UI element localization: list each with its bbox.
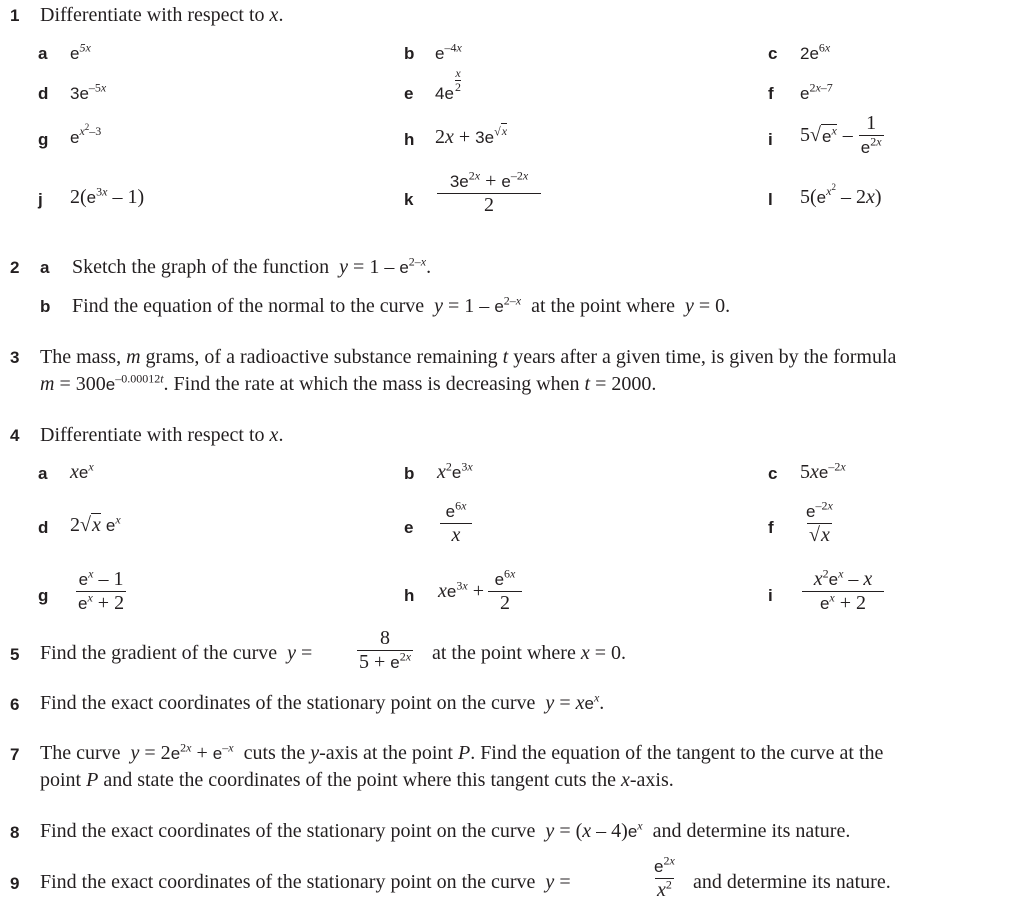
expression: $3e^{-5x}$ — [70, 80, 107, 103]
expression: $xe^{3x}$ + $\frac{e^{6x}}{2}$ — [438, 568, 522, 615]
question-text: Find the exact coordinates of the stationary point on the curve $y = (x - 4)e^x$ and determine its nature. — [40, 818, 851, 842]
question-text: The curve $y = 2e^{2x} + e^{-x}$ cuts the y-axis at the point P. Find the equation of the tangent to the curve at the — [40, 740, 884, 764]
expression: $e^{x^2-3}$ — [70, 122, 102, 147]
question-text: Sketch the graph of the function $y = 1 - e^{2-x}$. — [72, 254, 432, 278]
expression: $\frac{e^{6x}}{x}$ — [440, 500, 472, 547]
expression: $e^{5x}$ — [70, 40, 91, 63]
part-label: h — [404, 130, 415, 149]
expression: $5xe^{-2x}$ — [800, 459, 846, 483]
part-label: a — [38, 44, 48, 63]
question-text: $m = 300e^{-0.00012t}$. Find the rate at which the mass is decreasing when t = 2000. — [40, 371, 657, 395]
part-label: e — [404, 518, 414, 537]
question-number: 6 — [10, 695, 20, 714]
expression: 2√x $e^x$ — [70, 512, 121, 536]
part-label: d — [38, 84, 49, 103]
expression: $2e^{6x}$ — [800, 40, 831, 63]
expression: $5(e^{x^2} - 2x)$ — [800, 182, 882, 208]
question-text: Find the exact coordinates of the stationary point on the curve $y = xe^x$. — [40, 690, 605, 714]
expression: $e^{2x-7}$ — [800, 80, 833, 103]
part-label: k — [404, 190, 414, 209]
expression: $x^2e^{3x}$ — [437, 459, 473, 483]
question-text: and determine its nature. — [693, 871, 891, 893]
expression: 5√ $e^x$ – $\frac{1}{e^{2x}}$ — [800, 112, 882, 157]
expression: $xe^x$ — [70, 459, 94, 483]
part-label: i — [768, 586, 773, 605]
part-label: b — [404, 44, 415, 63]
part-label: l — [768, 190, 773, 209]
part-label: d — [38, 518, 49, 537]
part-label: a — [40, 258, 50, 277]
part-label: i — [768, 130, 773, 149]
question-number: 9 — [10, 874, 20, 893]
text: Find the exact coordinates of the stationary point on the curve — [40, 871, 536, 893]
text: The curve — [40, 742, 121, 764]
question-number: 1 — [10, 6, 20, 25]
question-text: The mass, m grams, of a radioactive substance remaining t years after a given time, is given by the formula — [40, 346, 897, 368]
part-label: e — [404, 84, 414, 103]
text: Find the equation of the normal to the curve — [72, 295, 425, 317]
question-text: Find the equation of the normal to the curve $y = 1 - e^{2-x}$ at the point where y = 0. — [72, 293, 731, 317]
question-text: Find the exact coordinates of the stationary point on the curve y = — [40, 871, 571, 893]
exponent-fraction: x 2 — [455, 66, 461, 94]
part-label: a — [38, 464, 48, 483]
expression: $\frac{e^{-2x}}{√x}$ — [806, 498, 833, 546]
expression: $\frac{e^x - 1}{e^x + 2}$ — [78, 566, 125, 614]
question-text: at the point where x = 0. — [432, 642, 627, 664]
question-text: Differentiate with respect to x. — [40, 424, 284, 446]
question-number: 2 — [10, 258, 20, 277]
question-text: Find the gradient of the curve y = — [40, 642, 313, 664]
part-label: b — [404, 464, 415, 483]
text: at the point where — [531, 295, 675, 317]
part-label: b — [40, 297, 51, 316]
question-number: 7 — [10, 745, 20, 764]
expression: $\frac{x^2e^x - x}{e^x + 2}$ — [802, 568, 884, 615]
part-label: c — [768, 464, 778, 483]
question-text: point P and state the coordinates of the point where this tangent cuts the x-axis. — [40, 769, 674, 791]
expression: $\frac{8}{5 + e^{2x}}$ — [359, 627, 412, 673]
expression: $2x + 3e^{√x}$ — [435, 124, 508, 148]
text: Find the exact coordinates of the stationary point on the curve — [40, 820, 536, 842]
question-number: 3 — [10, 348, 20, 367]
part-label: g — [38, 586, 49, 605]
part-label: f — [768, 84, 774, 103]
part-label: h — [404, 586, 415, 605]
part-label: f — [768, 518, 774, 537]
expression: $2(e^{3x} - 1)$ — [70, 184, 145, 208]
question-number: 4 — [10, 426, 20, 445]
expression: $\frac{3e^{2x} + e^{-2x}}{2}$ — [437, 170, 541, 217]
text: and determine its nature. — [652, 820, 851, 842]
text: Sketch the graph of the function — [72, 256, 330, 278]
expression: $\frac{e^{2x}}{x^2}$ — [654, 853, 675, 901]
question-number: 5 — [10, 645, 20, 664]
part-label: c — [768, 44, 778, 63]
question-text: Differentiate with respect to x. — [40, 4, 284, 26]
part-label: j — [38, 190, 43, 209]
text: Find the exact coordinates of the stationary point on the curve — [40, 692, 536, 714]
expression: $e^{-4x}$ — [435, 40, 462, 63]
text: Find the gradient of the curve — [40, 642, 278, 664]
question-number: 8 — [10, 823, 20, 842]
part-label: g — [38, 130, 49, 149]
expression: 4e — [435, 84, 454, 103]
